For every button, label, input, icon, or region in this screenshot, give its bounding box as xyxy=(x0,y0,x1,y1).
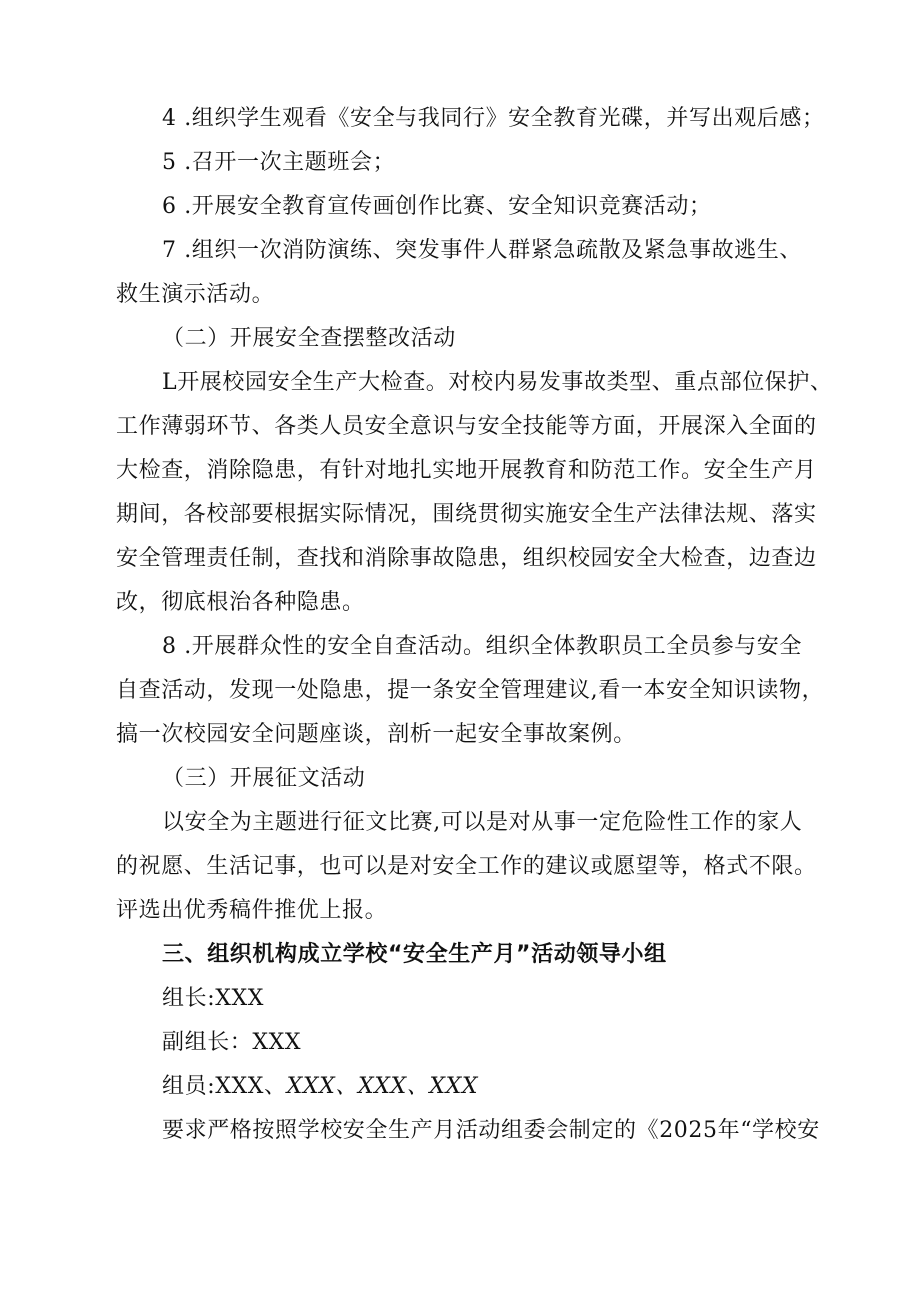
section-2-para-1-line: 期间，各校部要根据实际情况，围绕贯彻实施安全生产法律法规、落实 xyxy=(116,502,817,527)
org-requirement: 要求严格按照学校安全生产月活动组委会制定的《2025年“学校安 xyxy=(162,1118,820,1143)
org-leader: 组长:XXX xyxy=(162,986,264,1011)
org-members-rest: XXX、XXX、XXX xyxy=(286,1074,479,1099)
section-2-para-1-line: 改，彻底根治各种隐患。 xyxy=(116,590,365,615)
section-2-heading: （二）开展安全查摆整改活动 xyxy=(162,326,456,351)
item-4: 4 .组织学生观看《安全与我同行》安全教育光碟，并写出观后感； xyxy=(162,106,825,131)
org-members xyxy=(162,1072,478,1102)
item-7-line-1: 7 .组织一次消防演练、突发事件人群紧急疏散及紧急事故逃生、 xyxy=(162,238,802,263)
section-3-para-line: 的祝愿、生活记事，也可以是对安全工作的建议或愿望等，格式不限。 xyxy=(116,854,817,879)
section-2-para-2-line: 自查活动，发现一处隐患，提一条安全管理建议,看一本安全知识读物， xyxy=(116,678,825,703)
section-2-para-2-line: 8 .开展群众性的安全自查活动。组织全体教职员工全员参与安全 xyxy=(162,634,802,659)
section-3-heading: （三）开展征文活动 xyxy=(162,766,366,791)
section-3-para-line: 评选出优秀稿件推优上报。 xyxy=(116,898,388,923)
org-heading: 三、组织机构成立学校“安全生产月”活动领导小组 xyxy=(162,942,667,967)
section-3-para-line: 以安全为主题进行征文比赛,可以是对从事一定危险性工作的家人 xyxy=(162,810,803,835)
section-2-para-1-line: 大检查，消除隐患，有针对地扎实地开展教育和防范工作。安全生产月 xyxy=(116,458,817,483)
item-5: 5 .召开一次主题班会； xyxy=(162,150,396,175)
section-2-para-2-line: 搞一次校园安全问题座谈，剖析一起安全事故案例。 xyxy=(116,722,636,747)
item-6: 6 .开展安全教育宣传画创作比赛、安全知识竞赛活动； xyxy=(162,194,712,219)
org-members-prefix: 组员:XXX、 xyxy=(162,1074,287,1099)
section-2-para-1-line: 工作薄弱环节、各类人员安全意识与安全技能等方面，开展深入全面的 xyxy=(116,414,817,439)
section-2-para-1-line: L开展校园安全生产大检查。对校内易发事故类型、重点部位保护、 xyxy=(162,370,833,395)
item-7-line-2: 救生演示活动。 xyxy=(116,282,275,307)
section-2-para-1-line: 安全管理责任制，查找和消除事故隐患，组织校园安全大检查，边查边 xyxy=(116,546,817,571)
org-deputy: 副组长：XXX xyxy=(162,1030,302,1055)
